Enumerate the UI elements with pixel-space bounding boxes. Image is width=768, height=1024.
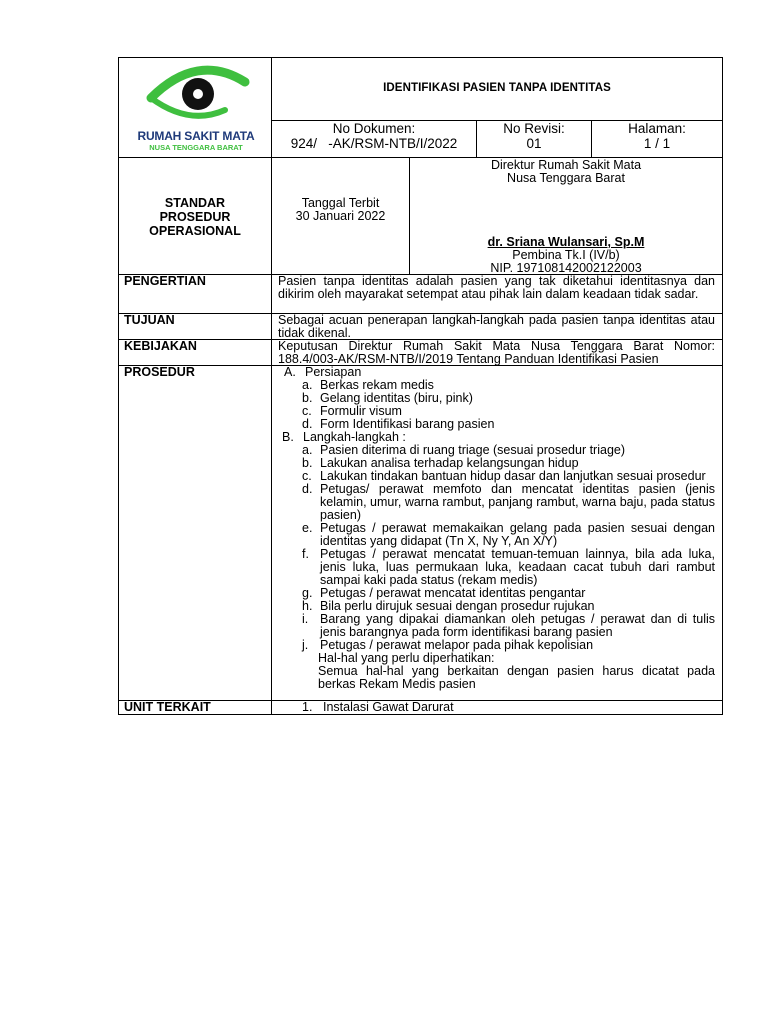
list-item: g. Petugas / perawat mencatat identitas pengantar xyxy=(302,586,586,600)
sop-label xyxy=(118,196,272,238)
unit-terkait-label: UNIT TERKAIT xyxy=(124,700,211,714)
tujuan-text: Sebagai acuan penerapan langkah-langkah pada pasien tanpa identitas atau tidak dikenal. xyxy=(278,313,715,340)
prosedur-label-cell xyxy=(118,365,272,701)
kebijakan-label: KEBIJAKAN xyxy=(124,339,197,353)
sop-label-line-2: PROSEDUR xyxy=(159,210,231,224)
pengertian-label: PENGERTIAN xyxy=(124,274,206,288)
list-item: e. Petugas / perawat memakaikan gelang pada pasien sesuai dengan identitas yang didapat (Tn X, Ny Y, An X/Y) xyxy=(302,521,715,548)
page-value: 1 / 1 xyxy=(643,136,671,151)
list-item: b. Lakukan analisa terhadap kelangsungan hidup xyxy=(302,456,579,470)
hospital-eye-logo-icon xyxy=(137,62,257,126)
revision-value: 01 xyxy=(526,136,542,151)
section-a-title: Persiapan xyxy=(305,365,362,379)
prosedur-label: PROSEDUR xyxy=(124,365,195,379)
list-item: h. Bila perlu dirujuk sesuai dengan prosedur rujukan xyxy=(302,599,595,613)
hospital-region: NUSA TENGGARA BARAT xyxy=(149,143,243,152)
note-text: Semua hal-hal yang berkaitan dengan pasien harus dicatat pada berkas Rekam Medis pasien xyxy=(318,664,715,691)
section-b-marker: B. xyxy=(282,430,294,444)
pengertian-text: Pasien tanpa identitas adalah pasien yang tak diketahui identitasnya dan dikirim oleh mayarakat setempat atau pihak lain dalam keadaan tidak sadar. xyxy=(278,274,715,301)
list-item: d. Form Identifikasi barang pasien xyxy=(302,417,495,431)
note-title: Hal-hal yang perlu diperhatikan: xyxy=(318,651,495,665)
unit-terkait-item: 1. Instalasi Gawat Darurat xyxy=(302,700,454,714)
list-item: c. Lakukan tindakan bantuan hidup dasar dan lanjutkan sesuai prosedur xyxy=(302,469,706,483)
sop-label-line-3: OPERASIONAL xyxy=(149,224,241,238)
issue-date-label: Tanggal Terbit xyxy=(301,196,380,210)
doc-number-label: No Dokumen: xyxy=(332,121,416,136)
hospital-name: RUMAH SAKIT MATA xyxy=(137,129,255,143)
signer-title-line-2: Nusa Tenggara Barat xyxy=(507,171,625,185)
prosedur-content xyxy=(284,366,715,691)
document-title: IDENTIFIKASI PASIEN TANPA IDENTITAS xyxy=(383,82,611,94)
doc-number-value: 924/ -AK/RSM-NTB/I/2022 xyxy=(290,136,458,151)
revision-label: No Revisi: xyxy=(503,121,565,136)
page-label: Halaman: xyxy=(628,121,686,136)
list-item: a. Pasien diterima di ruang triage (sesuai prosedur triage) xyxy=(302,443,626,457)
issue-date-value: 30 Januari 2022 xyxy=(295,209,386,223)
tujuan-label: TUJUAN xyxy=(124,313,175,327)
logo-cell xyxy=(118,57,272,158)
section-b-title: Langkah-langkah : xyxy=(303,430,406,444)
list-item: i. Barang yang dipakai diamankan oleh petugas / perawat dan di tulis jenis barangnya pada form identifikasi barang pasien xyxy=(302,612,715,639)
list-item: d. Petugas/ perawat memfoto dan mencatat identitas pasien (jenis kelamin, umur, warna rambut, panjang rambut, warna baju, pada status pasien) xyxy=(302,482,715,522)
signer-title-line-1: Direktur Rumah Sakit Mata xyxy=(490,158,642,172)
section-a-marker: A. xyxy=(284,365,296,379)
sop-label-line-1: STANDAR xyxy=(164,196,226,210)
list-item: b. Gelang identitas (biru, pink) xyxy=(302,391,473,405)
list-item: c. Formulir visum xyxy=(302,404,402,418)
list-item: a. Berkas rekam medis xyxy=(302,378,434,392)
signer-name: dr. Sriana Wulansari, Sp.M xyxy=(487,235,645,249)
signer-nip: NIP. 197108142002122003 xyxy=(490,261,642,275)
list-item: j. Petugas / perawat melapor pada pihak kepolisian xyxy=(302,638,594,652)
list-item: f. Petugas / perawat mencatat temuan-temuan lainnya, bila ada luka, jenis luka, luas permukaan luka, keadaan cacat tubuh dari rambut sampai kaki pada status (rekam medis) xyxy=(302,547,715,587)
signer-rank: Pembina Tk.I (IV/b) xyxy=(512,248,620,262)
kebijakan-text: Keputusan Direktur Rumah Sakit Mata Nusa Tenggara Barat Nomor: 188.4/003-AK/RSM-NTB/I/2019 Tentang Panduan Identifikasi Pasien xyxy=(278,339,715,366)
